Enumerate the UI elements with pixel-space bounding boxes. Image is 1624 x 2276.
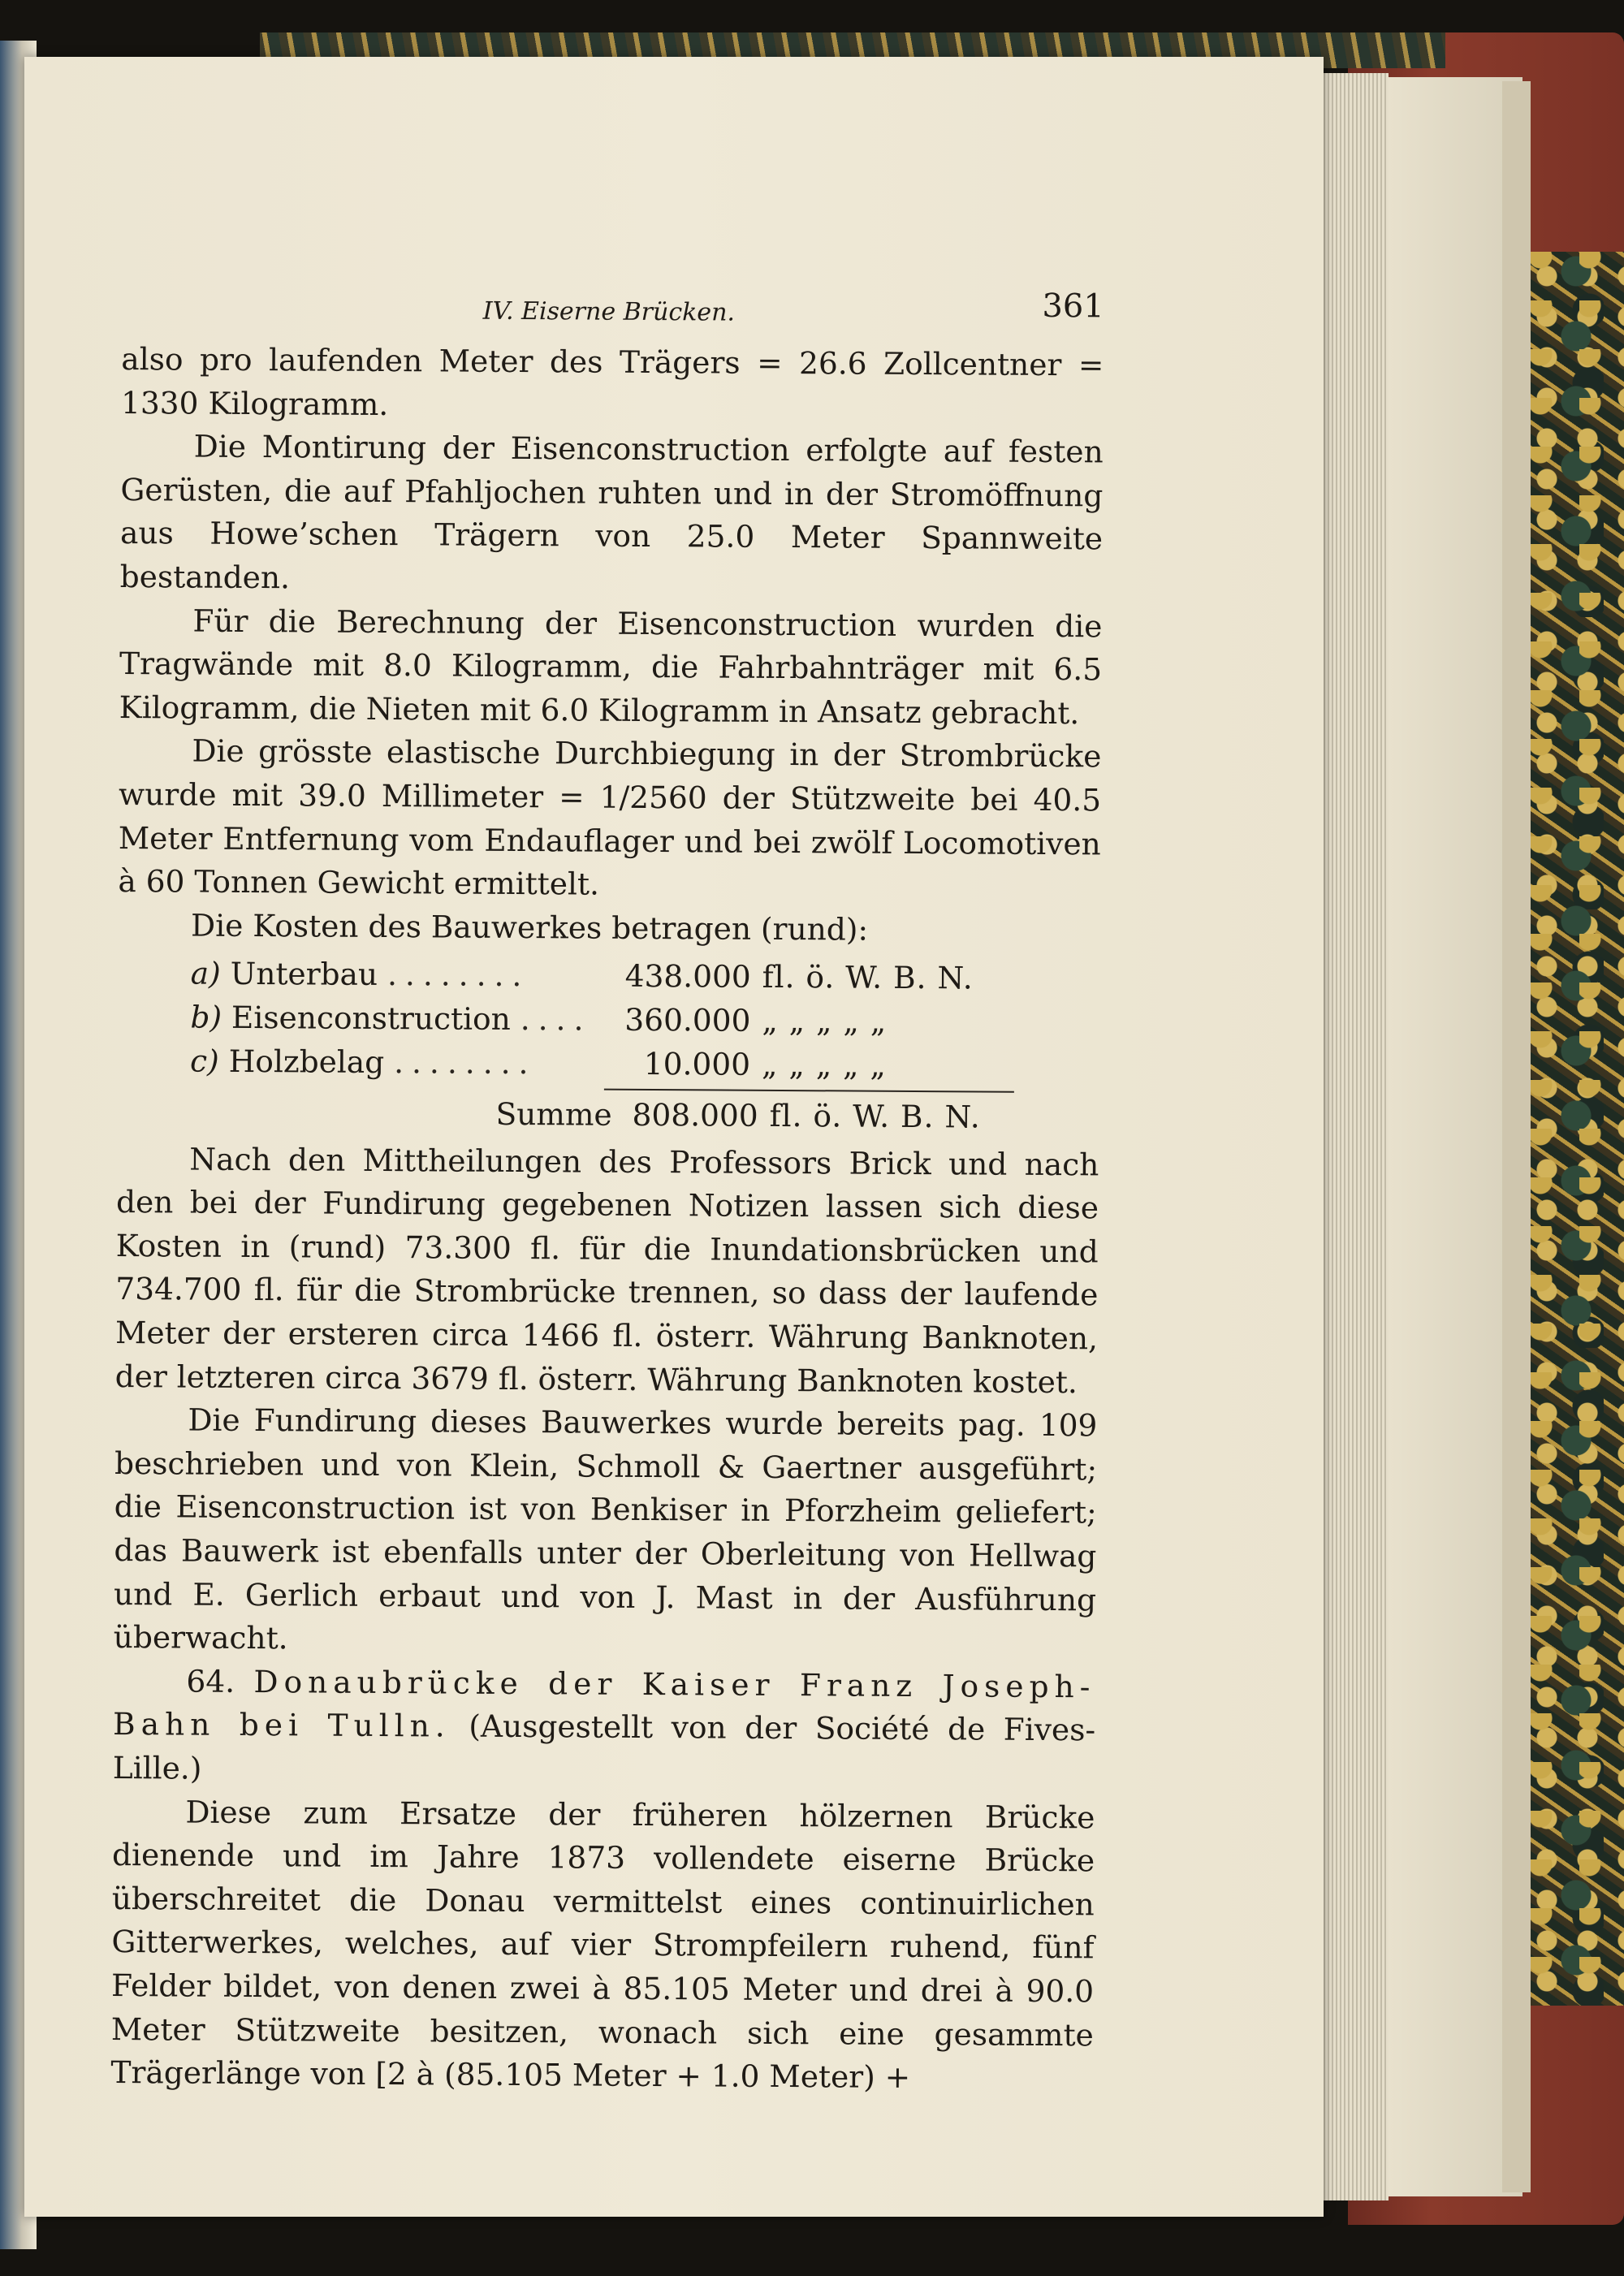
paragraph: Nach den Mittheilungen des Professors Brick und nach den bei der Fundirung gegebenen Notizen lassen sich diese Kosten in (rund) 73.300 fl. für die Inundationsbrücken und 734.700 fl. für die Strombrücke trennen, so dass der laufende Meter der ersteren circa 1466 fl. österr. Währung Banknoten, der letzteren circa 3679 fl. österr. Währung Banknoten kostet.: [114, 1141, 1099, 1400]
running-title: IV. Eiserne Brücken.: [482, 296, 736, 327]
text-block: [110, 276, 1104, 2101]
cost-unit: fl. ö. W. B. N.: [762, 959, 974, 996]
paragraph: Die Fundirung dieses Bauwerkes wurde bereits pag. 109 beschrieben und von Klein, Schmoll & Gaertner ausgeführt; die Eisenconstruction ist von Benkiser in Pforzheim geliefert; das Bauwerk ist ebenfalls unter der Oberleitung von Hellwag und E. Gerlich erbaut und von J. Mast in der Ausführung überwacht.: [113, 1401, 1098, 1656]
cost-label: Unterbau: [230, 956, 378, 993]
cost-amount: 360.000: [624, 1001, 751, 1039]
cost-unit: „ „ „ „ „: [762, 1002, 888, 1039]
sum-amount: 808.000: [632, 1096, 758, 1134]
page-header: [122, 276, 1104, 339]
sum-unit: fl. ö. W. B. N.: [769, 1097, 981, 1135]
cost-amount: 438.000: [624, 958, 751, 995]
marbled-edge: [1531, 252, 1624, 2006]
paragraph: Für die Berechnung der Eisenconstruction wurden die Tragwände mit 8.0 Kilogramm, die Fahrbahnträger mit 6.5 Kilogramm, die Nieten mit 6.0 Kilogramm in Ansatz gebracht.: [119, 602, 1103, 731]
paragraph: Die Montirung der Eisenconstruction erfolgte auf festen Gerüsten, die auf Pfahljochen ruhten und in der Stromöffnung aus Howe’schen Trägern von 25.0 Meter Spannweite bestanden.: [119, 428, 1104, 596]
cost-key: c): [189, 1043, 219, 1079]
sum-rule: [604, 1089, 1014, 1093]
section-number: 64.: [186, 1663, 235, 1699]
sum-row: [190, 1091, 1099, 1140]
section-title: Donaubrücke der Kaiser Franz Joseph-Bahn bei Tulln.: [112, 1663, 1096, 1744]
cost-row: a) Unterbau ........ 438.000 fl. ö. W. B. N.: [191, 952, 1100, 1001]
paragraph: Die grösste elastische Durchbiegung in der Strombrücke wurde mit 39.0 Millimeter = 1/2560 der Stützweite bei 40.5 Meter Entfernung vom Endauflager und bei zwölf Locomotiven à 60 Tonnen Gewicht ermittelt.: [118, 732, 1102, 902]
section-heading: [113, 1660, 1096, 1796]
cost-label: Holzbelag: [228, 1043, 385, 1080]
underlying-page-edge: [1502, 81, 1531, 2192]
cost-row: b) Eisenconstruction .... 360.000 „ „ „ „ „: [190, 995, 1099, 1044]
page-stack-edge: [1315, 73, 1389, 2200]
page-number: 361: [1042, 287, 1104, 326]
cost-key: a): [190, 955, 221, 992]
paragraph: also pro laufenden Meter des Trägers = 26.6 Zollcentner = 1330 Kilogramm.: [120, 340, 1104, 422]
sum-label: Summe: [495, 1095, 612, 1133]
cost-key: b): [190, 999, 222, 1035]
section-note: (Ausgestellt von der Société de Fives-Lille.): [112, 1708, 1096, 1786]
cost-unit: „ „ „ „ „: [761, 1046, 888, 1083]
cost-label: Eisenconstruction: [231, 999, 511, 1037]
paragraph: Diese zum Ersatze der früheren hölzernen Brücke dienende und im Jahre 1873 vollendete eiserne Brücke überschreitet die Donau vermittelst eines continuirlichen Gitterwerkes, welches, auf vier Strompfeilern ruhend, fünf Felder bildet, von denen zwei à 85.105 Meter und drei à 90.0 Meter Stützweite besitzen, wonach sich eine gesammte Trägerlänge von [2 à (85.105 Meter + 1.0 Meter) +: [110, 1794, 1095, 2096]
cost-amount: 10.000: [643, 1045, 751, 1082]
paragraph: Die Kosten des Bauwerkes betragen (rund):: [190, 907, 869, 948]
cost-row: c) Holzbelag ........ 10.000 „ „ „ „ „: [190, 1039, 1099, 1088]
cost-table: [190, 952, 1100, 1140]
